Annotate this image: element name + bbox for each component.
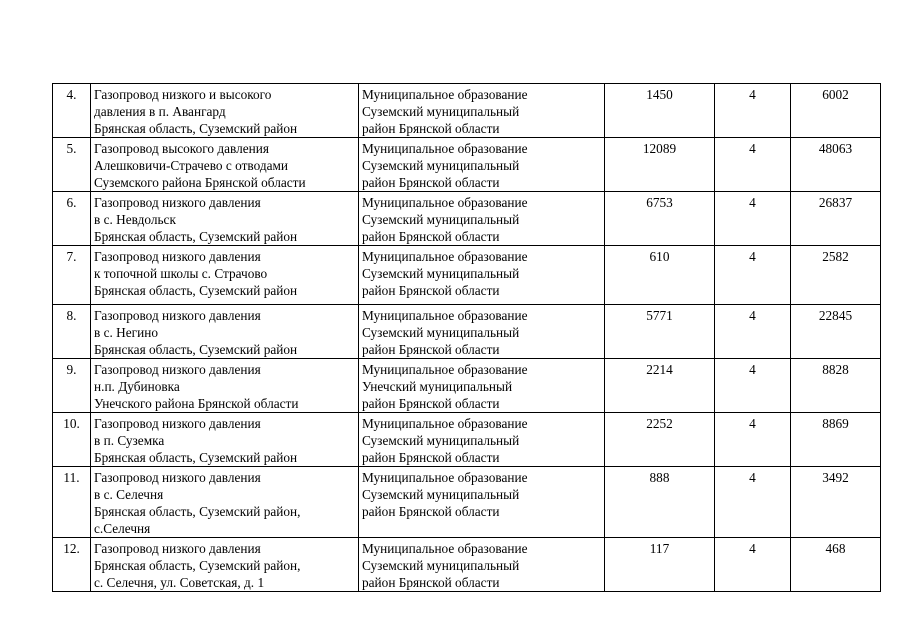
pipeline-name-cell (91, 413, 359, 467)
table-row (53, 84, 881, 138)
pipeline-name-line: Брянская область, Суземский район (94, 121, 298, 136)
table-row (53, 305, 881, 359)
pipeline-name-line: Газопровод высокого давления (94, 141, 269, 156)
owner-line: район Брянской области (362, 396, 500, 411)
pipeline-name-line: Брянская область, Суземский район, (94, 504, 301, 519)
table-body (53, 84, 881, 592)
row-number: 9. (53, 359, 91, 413)
owner-line: Суземский муниципальный (362, 487, 520, 502)
owner-line: Суземский муниципальный (362, 325, 520, 340)
category-cell: 4 (715, 538, 791, 592)
pipeline-name-line: Брянская область, Суземский район (94, 450, 298, 465)
table-row (53, 138, 881, 192)
table-row (53, 246, 881, 305)
pipeline-name-cell (91, 84, 359, 138)
gas-pipeline-table (52, 83, 881, 592)
table-row (53, 467, 881, 538)
pipeline-name-line: Газопровод низкого давления (94, 541, 261, 556)
pipeline-name-cell (91, 246, 359, 305)
owner-line: район Брянской области (362, 283, 500, 298)
pipeline-name-line: н.п. Дубиновка (94, 379, 180, 394)
owner-line: Муниципальное образование (362, 362, 528, 377)
table-row (53, 192, 881, 246)
pipeline-name-line: к топочной школы с. Страчово (94, 266, 268, 281)
pipeline-name-line: в с. Негино (94, 325, 158, 340)
owner-line: Муниципальное образование (362, 416, 528, 431)
pipeline-name-line: Газопровод низкого давления (94, 416, 261, 431)
pipeline-name-line: Суземского района Брянской области (94, 175, 306, 190)
category-cell: 4 (715, 467, 791, 538)
category-cell: 4 (715, 413, 791, 467)
owner-line: Муниципальное образование (362, 308, 528, 323)
row-number: 12. (53, 538, 91, 592)
row-number: 4. (53, 84, 91, 138)
pipeline-name-cell (91, 359, 359, 413)
pipeline-name-line: Газопровод низкого и высокого (94, 87, 272, 102)
owner-line: Суземский муниципальный (362, 212, 520, 227)
owner-line: район Брянской области (362, 504, 500, 519)
category-cell: 4 (715, 246, 791, 305)
pipeline-name-cell (91, 467, 359, 538)
owner-cell (359, 192, 605, 246)
category-cell: 4 (715, 359, 791, 413)
table-row (53, 538, 881, 592)
table-row (53, 413, 881, 467)
pipeline-name-line: Газопровод низкого давления (94, 195, 261, 210)
owner-line: Суземский муниципальный (362, 104, 520, 119)
pipeline-name-line: давления в п. Авангард (94, 104, 226, 119)
volume-cell: 8869 (791, 413, 881, 467)
volume-cell: 2582 (791, 246, 881, 305)
owner-line: Суземский муниципальный (362, 433, 520, 448)
row-number: 7. (53, 246, 91, 305)
pipeline-name-line: Газопровод низкого давления (94, 249, 261, 264)
owner-line: Муниципальное образование (362, 249, 528, 264)
volume-cell: 48063 (791, 138, 881, 192)
length-cell: 1450 (605, 84, 715, 138)
pipeline-name-line: с.Селечня (94, 521, 151, 536)
owner-cell (359, 246, 605, 305)
pipeline-name-line: в п. Суземка (94, 433, 165, 448)
pipeline-name-line: Газопровод низкого давления (94, 362, 261, 377)
pipeline-name-cell (91, 192, 359, 246)
owner-line: Унечский муниципальный (362, 379, 513, 394)
owner-cell (359, 84, 605, 138)
pipeline-name-line: Брянская область, Суземский район (94, 283, 298, 298)
pipeline-name-cell (91, 138, 359, 192)
length-cell: 6753 (605, 192, 715, 246)
pipeline-name-line: в с. Селечня (94, 487, 164, 502)
table-row (53, 359, 881, 413)
owner-cell (359, 538, 605, 592)
row-number: 10. (53, 413, 91, 467)
category-cell: 4 (715, 192, 791, 246)
owner-line: Муниципальное образование (362, 470, 528, 485)
owner-cell (359, 413, 605, 467)
owner-line: Суземский муниципальный (362, 558, 520, 573)
volume-cell: 468 (791, 538, 881, 592)
pipeline-name-cell (91, 305, 359, 359)
owner-line: район Брянской области (362, 450, 500, 465)
owner-cell (359, 138, 605, 192)
length-cell: 888 (605, 467, 715, 538)
category-cell: 4 (715, 84, 791, 138)
row-number: 8. (53, 305, 91, 359)
owner-line: Муниципальное образование (362, 141, 528, 156)
pipeline-name-line: Газопровод низкого давления (94, 470, 261, 485)
pipeline-name-line: Газопровод низкого давления (94, 308, 261, 323)
length-cell: 610 (605, 246, 715, 305)
volume-cell: 3492 (791, 467, 881, 538)
pipeline-name-line: в с. Невдольск (94, 212, 176, 227)
pipeline-name-line: Алешковичи-Страчево с отводами (94, 158, 289, 173)
owner-line: район Брянской области (362, 175, 500, 190)
volume-cell: 6002 (791, 84, 881, 138)
length-cell: 12089 (605, 138, 715, 192)
length-cell: 2214 (605, 359, 715, 413)
owner-cell (359, 359, 605, 413)
owner-line: Муниципальное образование (362, 541, 528, 556)
owner-line: Муниципальное образование (362, 195, 528, 210)
owner-line: район Брянской области (362, 121, 500, 136)
pipeline-name-cell (91, 538, 359, 592)
length-cell: 2252 (605, 413, 715, 467)
volume-cell: 22845 (791, 305, 881, 359)
pipeline-name-line: Брянская область, Суземский район, (94, 558, 301, 573)
pipeline-name-line: Брянская область, Суземский район (94, 229, 298, 244)
owner-cell (359, 305, 605, 359)
owner-line: Суземский муниципальный (362, 158, 520, 173)
length-cell: 5771 (605, 305, 715, 359)
row-number: 6. (53, 192, 91, 246)
owner-line: Муниципальное образование (362, 87, 528, 102)
owner-line: район Брянской области (362, 575, 500, 590)
length-cell: 117 (605, 538, 715, 592)
category-cell: 4 (715, 305, 791, 359)
owner-line: Суземский муниципальный (362, 266, 520, 281)
pipeline-name-line: Унечского района Брянской области (94, 396, 299, 411)
pipeline-name-line: Брянская область, Суземский район (94, 342, 298, 357)
volume-cell: 8828 (791, 359, 881, 413)
row-number: 11. (53, 467, 91, 538)
owner-cell (359, 467, 605, 538)
category-cell: 4 (715, 138, 791, 192)
owner-line: район Брянской области (362, 229, 500, 244)
row-number: 5. (53, 138, 91, 192)
owner-line: район Брянской области (362, 342, 500, 357)
volume-cell: 26837 (791, 192, 881, 246)
pipeline-name-line: с. Селечня, ул. Советская, д. 1 (94, 575, 265, 590)
